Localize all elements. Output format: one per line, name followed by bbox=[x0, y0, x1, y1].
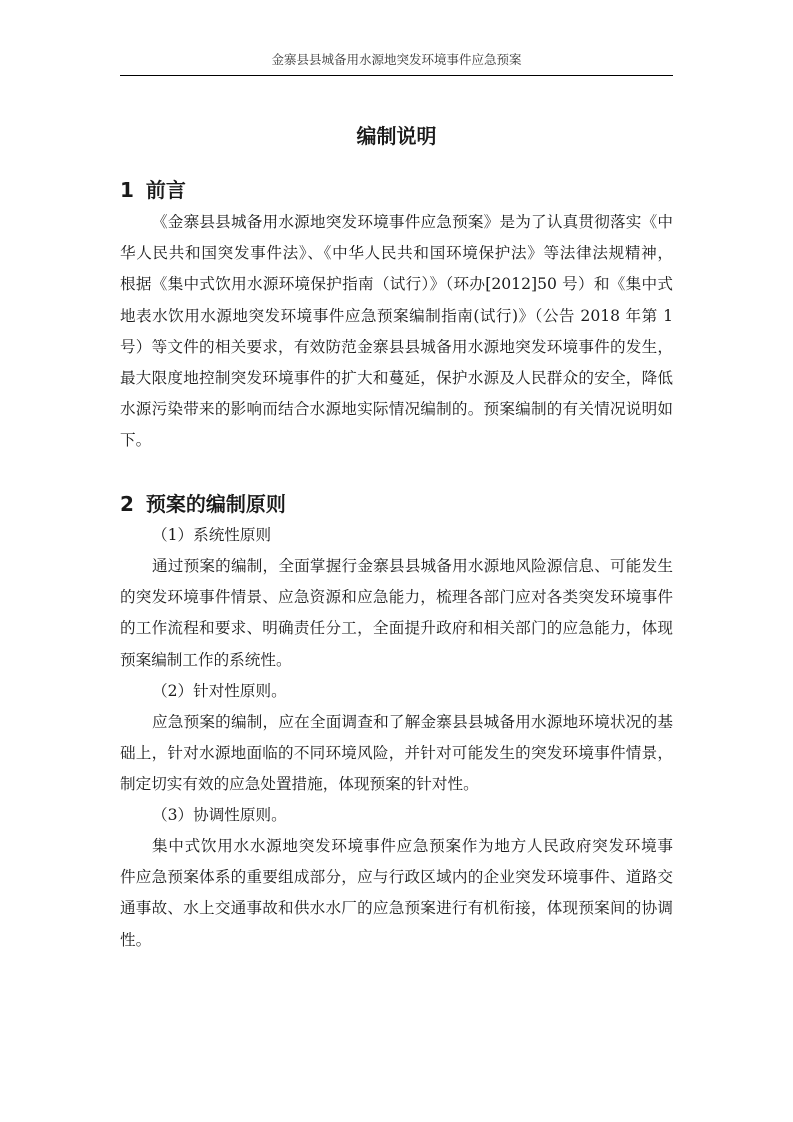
section-1-heading bbox=[120, 175, 186, 205]
paragraph-line: 最大限度地控制突发环境事件的扩大和蔓延，保护水源及人民群众的安全，降低 bbox=[120, 368, 673, 387]
preface-paragraph bbox=[120, 207, 673, 457]
paragraph-line: 通事故、水上交通事故和供水水厂的应急预案进行有机衔接，体现预案间的协调 bbox=[120, 899, 673, 918]
paragraph-line: 水源污染带来的影响而结合水源地实际情况编制的。预案编制的有关情况说明如 bbox=[120, 400, 673, 419]
paragraph-line: 根据《集中式饮用水源环境保护指南（试行）》（环办[2012]50 号）和《集中式 bbox=[120, 275, 673, 294]
running-header: 金寨县县城备用水源地突发环境事件应急预案 bbox=[271, 52, 522, 67]
paragraph-line: 性。 bbox=[120, 930, 152, 949]
paragraph-line: 地表水饮用水源地突发环境事件应急预案编制指南(试行)》（公告 2018 年第 1 bbox=[120, 306, 673, 325]
principle-3-label: （3）协调性原则。 bbox=[152, 806, 287, 824]
principle-1-label: （1）系统性原则 bbox=[152, 526, 272, 544]
section-2-title: 预案的编制原则 bbox=[145, 492, 286, 516]
section-2-heading bbox=[120, 489, 286, 519]
paragraph-line: 号）等文件的相关要求，有效防范金寨县县城备用水源地突发环境事件的发生， bbox=[120, 337, 673, 356]
principle-3-paragraph bbox=[120, 831, 673, 956]
section-2-number: 2 bbox=[120, 492, 134, 516]
paragraph-line: 预案编制工作的系统性。 bbox=[120, 650, 292, 669]
principle-1-paragraph bbox=[120, 551, 673, 676]
header-rule bbox=[120, 75, 673, 76]
paragraph-line: 通过预案的编制，全面掌握行金寨县县城备用水源地风险源信息、可能发生 bbox=[152, 557, 673, 575]
paragraph-line: 应急预案的编制，应在全面调查和了解金寨县县城备用水源地环境状况的基 bbox=[152, 713, 673, 731]
paragraph-line: 件应急预案体系的重要组成部分，应与行政区域内的企业突发环境事件、道路交 bbox=[120, 868, 673, 887]
paragraph-line: 华人民共和国突发事件法》、《中华人民共和国环境保护法》等法律法规精神， bbox=[120, 244, 673, 263]
document-title: 编制说明 bbox=[356, 124, 437, 148]
paragraph-line: 制定切实有效的应急处置措施，体现预案的针对性。 bbox=[120, 775, 479, 794]
paragraph-line: 下。 bbox=[120, 431, 152, 450]
section-1-number: 1 bbox=[120, 178, 134, 202]
paragraph-line: 《金寨县县城备用水源地突发环境事件应急预案》是为了认真贯彻落实《中 bbox=[152, 213, 673, 231]
principle-2-label: （2）针对性原则。 bbox=[152, 682, 287, 700]
paragraph-line: 础上，针对水源地面临的不同环境风险，并针对可能发生的突发环境事件情景， bbox=[120, 744, 673, 763]
paragraph-line: 的突发环境事件情景、应急资源和应急能力，梳理各部门应对各类突发环境事件 bbox=[120, 588, 673, 607]
principle-2-paragraph bbox=[120, 707, 673, 801]
paragraph-line: 集中式饮用水水源地突发环境事件应急预案作为地方人民政府突发环境事 bbox=[152, 837, 673, 855]
paragraph-line: 的工作流程和要求、明确责任分工，全面提升政府和相关部门的应急能力，体现 bbox=[120, 619, 673, 638]
section-1-title: 前言 bbox=[145, 178, 186, 202]
